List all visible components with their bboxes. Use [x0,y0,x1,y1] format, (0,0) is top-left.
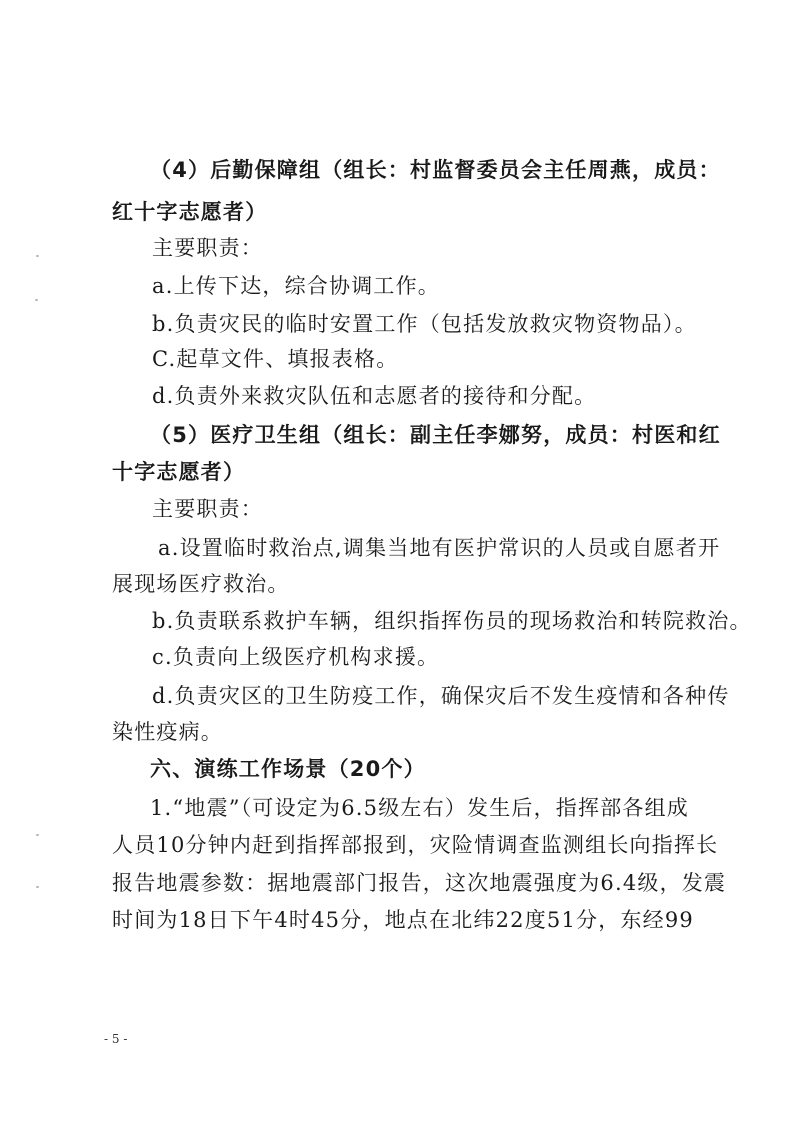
duty-item: b.负责灾民的临时安置工作（包括发放救灾物资物品）。 [152,312,697,336]
duty-item: a.设置临时救治点,调集当地有医护常识的人员或自愿者开 [158,536,721,560]
scenario-paragraph-line: 人员10分钟内赶到指挥部报到，灾险情调查监测组长向指挥长 [112,833,719,857]
section-5-heading-cont: 十字志愿者） [112,460,246,484]
scan-artifact [36,255,39,257]
duty-item: C.起草文件、填报表格。 [152,347,399,371]
scan-artifact [36,834,39,836]
page-number: - 5 - [104,1032,128,1046]
scan-artifact [36,886,39,888]
duty-item: c.负责向上级医疗机构求援。 [152,645,440,669]
duty-item: a.上传下达，综合协调工作。 [152,274,440,298]
duty-item-cont: 染性疫病。 [112,720,223,744]
scenario-paragraph-line: 报告地震参数：据地震部门报告，这次地震强度为6.4级，发震 [112,871,727,895]
scenario-paragraph-line: 1.“地震”（可设定为6.5级左右）发生后，指挥部各组成 [150,796,690,820]
section-4-heading-cont: 红十字志愿者） [112,200,268,224]
scenario-paragraph-line: 时间为18日下午4时45分，地点在北纬22度51分，东经99 [112,908,694,932]
section-5-heading: （5）医疗卫生组（组长：副主任李娜努，成员：村医和红 [150,423,721,447]
duty-item-cont: 展现场医疗救治。 [112,572,290,596]
scan-artifact [35,299,38,301]
section-4-heading: （4）后勤保障组（组长：村监督委员会主任周燕，成员： [150,158,721,182]
duty-item: b.负责联系救护车辆，组织指挥伤员的现场救治和转院救治。 [152,609,752,633]
duties-label: 主要职责： [152,236,263,260]
duty-item: d.负责外来救灾队伍和志愿者的接待和分配。 [152,384,597,408]
section-6-heading: 六、演练工作场景（20个） [150,757,426,781]
duties-label: 主要职责： [152,497,263,521]
duty-item: d.负责灾区的卫生防疫工作，确保灾后不发生疫情和各种传 [152,684,730,708]
